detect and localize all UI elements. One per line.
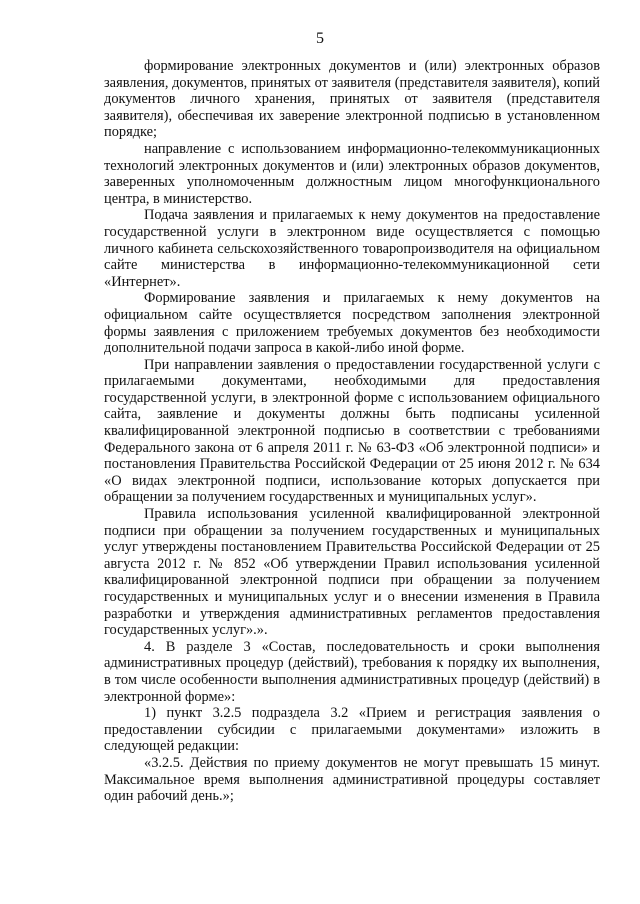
paragraph-electronic-form: Формирование заявления и прилагаемых к нему документов на официальном сайте осуществляется посредством заполнения электронной формы заявления с приложением требуемых документов без необходимости дополнительной подачи запроса в какой-либо иной форме. <box>104 290 600 357</box>
paragraph-mfc-forming: формирование электронных документов и (или) электронных образов заявления, документов, принятых от заявителя (представителя заявителя), копий документов личного хранения, принятых от заявителя (представителя заявителя), обеспечивая их заверение электронной подписью в установленном порядке; <box>104 58 600 141</box>
paragraph-signature-rules: Правила использования усиленной квалифицированной электронной подписи при обращении за получением государственных и муниципальных услуг утверждены постановлением Правительства Российской Федерации от 25 августа 2012 г. № 852 «Об утверждении Правил использования усиленной квалифицированной электронной подписи при обращении за получением государственных и муниципальных услуг и о внесении изменения в Правила разработки и утверждения административных регламентов предоставления государственных услуг».». <box>104 506 600 639</box>
page-number: 5 <box>316 30 324 47</box>
paragraph-mfc-sending: направление с использованием информационно-телекоммуникационных технологий электронных документов и (или) электронных образов документов, заверенных уполномоченным должностным лицом многофункционального центра, в министерство. <box>104 140 600 207</box>
paragraph-section-3: 4. В разделе 3 «Состав, последовательность и сроки выполнения административных процедур (действий), требования к порядку их выполнения, в том числе особенности выполнения административных процедур (действий) в электронной форме»: <box>104 638 600 705</box>
paragraph-item-3-2-5: 1) пункт 3.2.5 подраздела 3.2 «Прием и регистрация заявления о предоставлении субсидии с прилагаемыми документами» изложить в следующей редакции: <box>104 705 600 755</box>
paragraph-new-3-2-5: «3.2.5. Действия по приему документов не могут превышать 15 минут. Максимальное время выполнения административной процедуры составляет один рабочий день.»; <box>104 754 600 805</box>
document-body <box>104 58 600 805</box>
paragraph-electronic-submission: Подача заявления и прилагаемых к нему документов на предоставление государственной услуги в электронном виде осуществляется с помощью личного кабинета сельскохозяйственного товаропроизводителя на официальном сайте министерства в информационно-телекоммуникационной сети «Интернет». <box>104 207 600 290</box>
paragraph-qualified-signature: При направлении заявления о предоставлении государственной услуги с прилагаемыми документами, необходимыми для предоставления государственной услуги, в электронной форме с использованием официального сайта, заявление и документы должны быть подписаны усиленной квалифицированной электронной подписью в соответствии с требованиями Федерального закона от 6 апреля 2011 г. № 63-ФЗ «Об электронной подписи» и постановления Правительства Российской Федерации от 25 июня 2012 г. № 634 «О видах электронной подписи, использование которых допускается при обращении за получением государственных и муниципальных услуг». <box>104 356 600 506</box>
